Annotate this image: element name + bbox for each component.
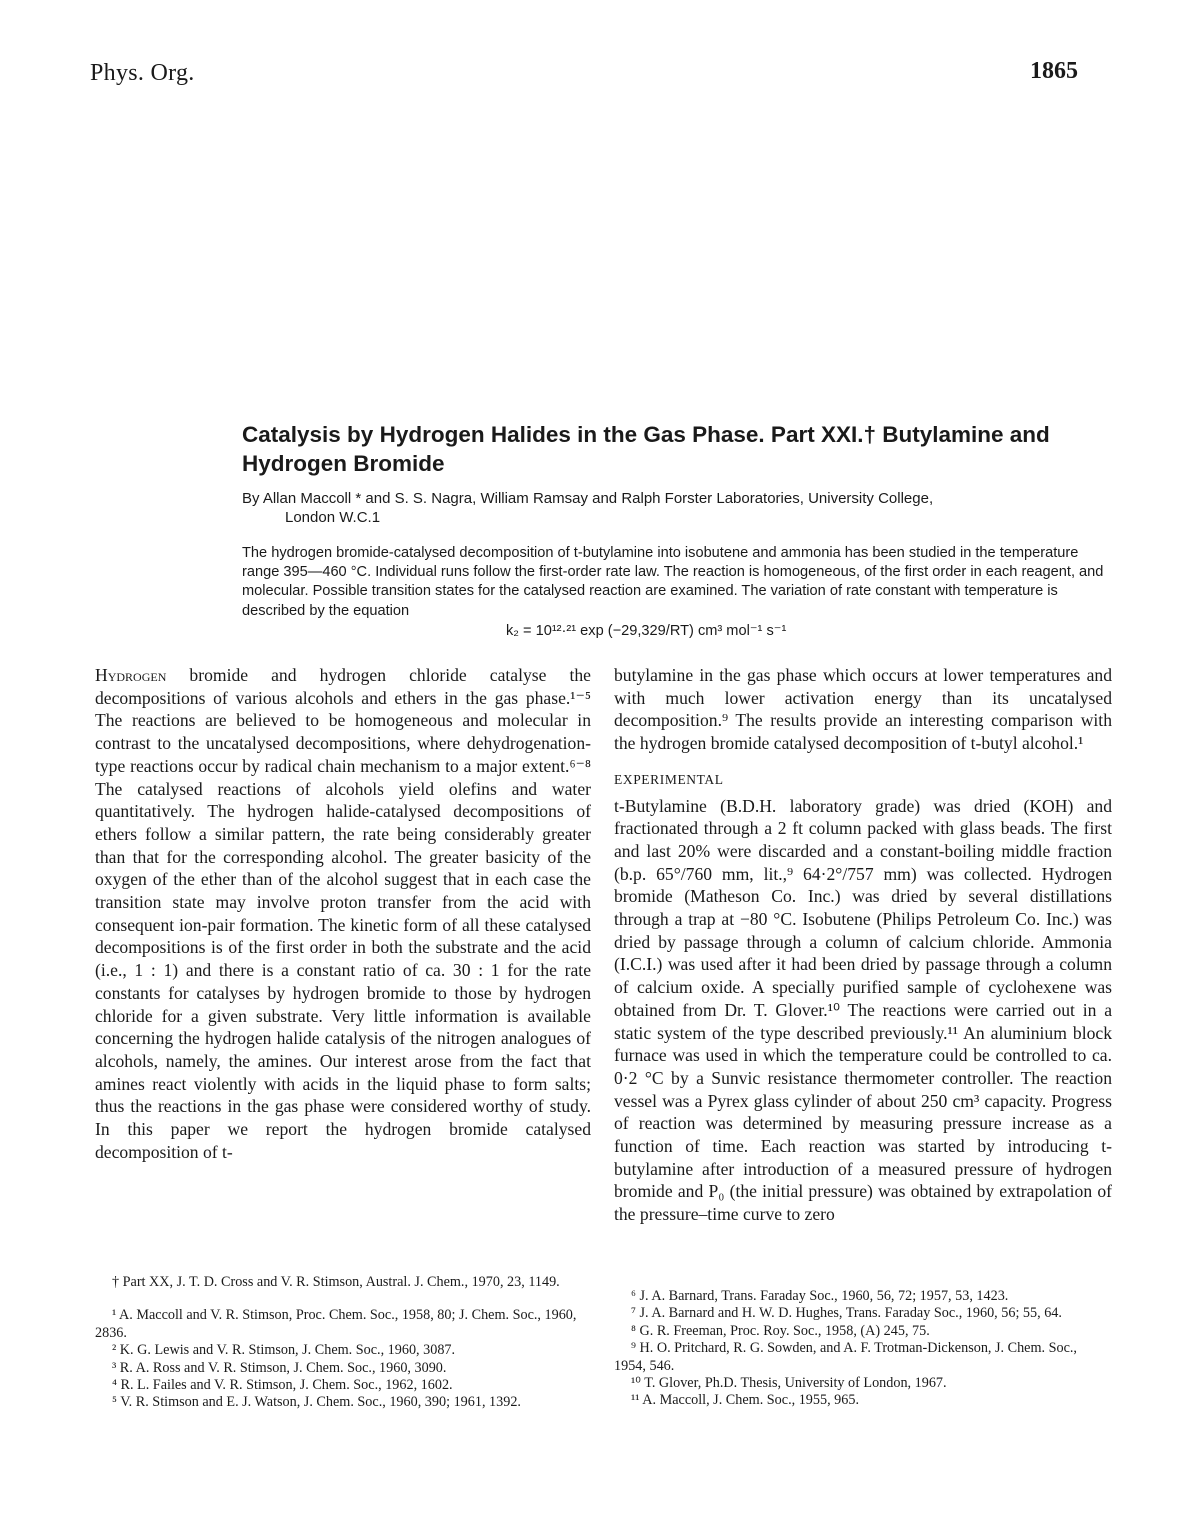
- footnote-dagger: † Part XX, J. T. D. Cross and V. R. Stimson, Austral. J. Chem., 1970, 23, 1149.: [112, 1274, 560, 1290]
- experimental-text: t-Butylamine (B.D.H. laboratory grade) was dried (KOH) and fractionated through a 2 ft column packed with glass beads. The first and last 20% were discarded and a constant-boiling middle fraction (b.p. 65°/760 mm, lit.,⁹ 64·2°/757 mm) was collected. Hydrogen bromide (Matheson Co. Inc.) was dried by several distillations through a trap at −80 °C. Isobutene (Philips Petroleum Co. Inc.) was dried by passage through a column of calcium chloride. Ammonia (I.C.I.) was used after it had been dried by passage through a column of calcium oxide. A specially purified sample of cyclohexene was obtained from Dr. T. Glover.¹⁰ The reactions were carried out in a static system of the type described previously.¹¹ An aluminium block furnace was used in which the temperature could be controlled to ca. 0·2 °C by a Sunvic resistance thermometer controller. The reaction vessel was a Pyrex glass cylinder of about 250 cm³ capacity. Progress of reaction was determined by measuring pressure increase as a function of time. Each reaction was started by introducing t-butylamine after introduction of a measured pressure of hydrogen bromide and P₀ (the initial pressure) was obtained by extrapolation of the pressure–time curve to zero: [614, 795, 1112, 1225]
- body-column-right: [614, 664, 1112, 1226]
- article-title: Catalysis by Hydrogen Halides in the Gas Phase. Part XXI.† Butylamine and Hydrogen Bromide: [242, 422, 1050, 476]
- intro-text: bromide and hydrogen chloride catalyse the decompositions of various alcohols and ethers in the gas phase.¹⁻⁵ The reactions are believed to be homogeneous and molecular in contrast to the uncatalysed decompositions, where dehydrogenation-type reactions occur by radical chain mechanism to a major extent.⁶⁻⁸ The catalysed reactions of alcohols yield olefins and water quantitatively. The hydrogen halide-catalysed decompositions of ethers follow a similar pattern, the rate being considerably greater than that for the corresponding alcohol. The greater basicity of the oxygen of the ether than of the alcohol suggest that in each case the transition state may involve proton transfer from the acid with consequent ion-pair formation. The kinetic form of all these catalysed decompositions is of the first order in both the substrate and the acid (i.e., 1 : 1) and there is a constant ratio of ca. 30 : 1 for the rate constants for catalyses by hydrogen bromide to those by hydrogen chloride for a given substrate. Very little information is available concerning the hydrogen halide catalysis of the nitrogen analogues of alcohols, namely, the amines. Our interest arose from the fact that amines react violently with acids in the liquid phase to form salts; thus the reactions in the gas phase were considered worthy of study. In this paper we report the hydrogen bromide catalysed decomposition of t-: [95, 665, 591, 1162]
- author-affiliation: [242, 489, 1122, 527]
- footnote-ref-5: ⁵ V. R. Stimson and E. J. Watson, J. Chem. Soc., 1960, 390; 1961, 1392.: [112, 1394, 521, 1411]
- footnote-ref-3: ³ R. A. Ross and V. R. Stimson, J. Chem. Soc., 1960, 3090.: [112, 1359, 447, 1376]
- page-number: 1865: [1030, 58, 1078, 84]
- journal-header: Phys. Org.: [90, 60, 195, 86]
- footnote-ref-1: ¹ A. Maccoll and V. R. Stimson, Proc. Chem. Soc., 1958, 80; J. Chem. Soc., 1960, 2836.: [95, 1307, 577, 1341]
- experimental-heading: EXPERIMENTAL: [614, 771, 724, 787]
- footnote-ref-7: ⁷ J. A. Barnard and H. W. D. Hughes, Trans. Faraday Soc., 1960, 56; 55, 64.: [631, 1305, 1062, 1322]
- footnote-ref-9: ⁹ H. O. Pritchard, R. G. Sowden, and A. F. Trotman-Dickenson, J. Chem. Soc., 1954, 546.: [614, 1340, 1077, 1374]
- abstract: [242, 544, 1114, 641]
- footnote-ref-2: ² K. G. Lewis and V. R. Stimson, J. Chem. Soc., 1960, 3087.: [112, 1342, 456, 1359]
- footnote-ref-4: ⁴ R. L. Failes and V. R. Stimson, J. Chem. Soc., 1962, 1602.: [112, 1377, 453, 1394]
- footnote-ref-10: ¹⁰ T. Glover, Ph.D. Thesis, University of London, 1967.: [631, 1375, 947, 1392]
- rate-equation: k₂ = 10¹²·²¹ exp (−29,329/RT) cm³ mol⁻¹ s⁻¹: [506, 622, 787, 639]
- authors-line-2: London W.C.1: [285, 509, 381, 526]
- intro-lead-word: Hydrogen: [95, 665, 167, 685]
- authors-line-1: By Allan Maccoll * and S. S. Nagra, William Ramsay and Ralph Forster Laboratories, University College,: [242, 490, 934, 507]
- abstract-text: The hydrogen bromide-catalysed decomposition of t-butylamine into isobutene and ammonia has been studied in the temperature range 395—460 °C. Individual runs follow the first-order rate law. The reaction is homogeneous, of the first order in each reagent, and molecular. Possible transition states for the catalysed reaction are examined. The variation of rate constant with temperature is described by the equation: [242, 545, 1104, 619]
- footnote-ref-6: ⁶ J. A. Barnard, Trans. Faraday Soc., 1960, 56, 72; 1957, 53, 1423.: [631, 1288, 1009, 1304]
- footnotes-left: [95, 1274, 591, 1412]
- footnote-ref-11: ¹¹ A. Maccoll, J. Chem. Soc., 1955, 965.: [631, 1392, 860, 1409]
- intro-paragraph: [95, 664, 591, 1163]
- body-column-left: [95, 664, 591, 1163]
- footnote-ref-8: ⁸ G. R. Freeman, Proc. Roy. Soc., 1958, (A) 245, 75.: [631, 1322, 930, 1339]
- footnotes-right: [614, 1288, 1112, 1410]
- intro-continuation: butylamine in the gas phase which occurs at lower temperatures and with much lower activation energy than its uncatalysed decomposition.⁹ The results provide an interesting comparison with the hydrogen bromide catalysed decomposition of t-butyl alcohol.¹: [614, 665, 1112, 754]
